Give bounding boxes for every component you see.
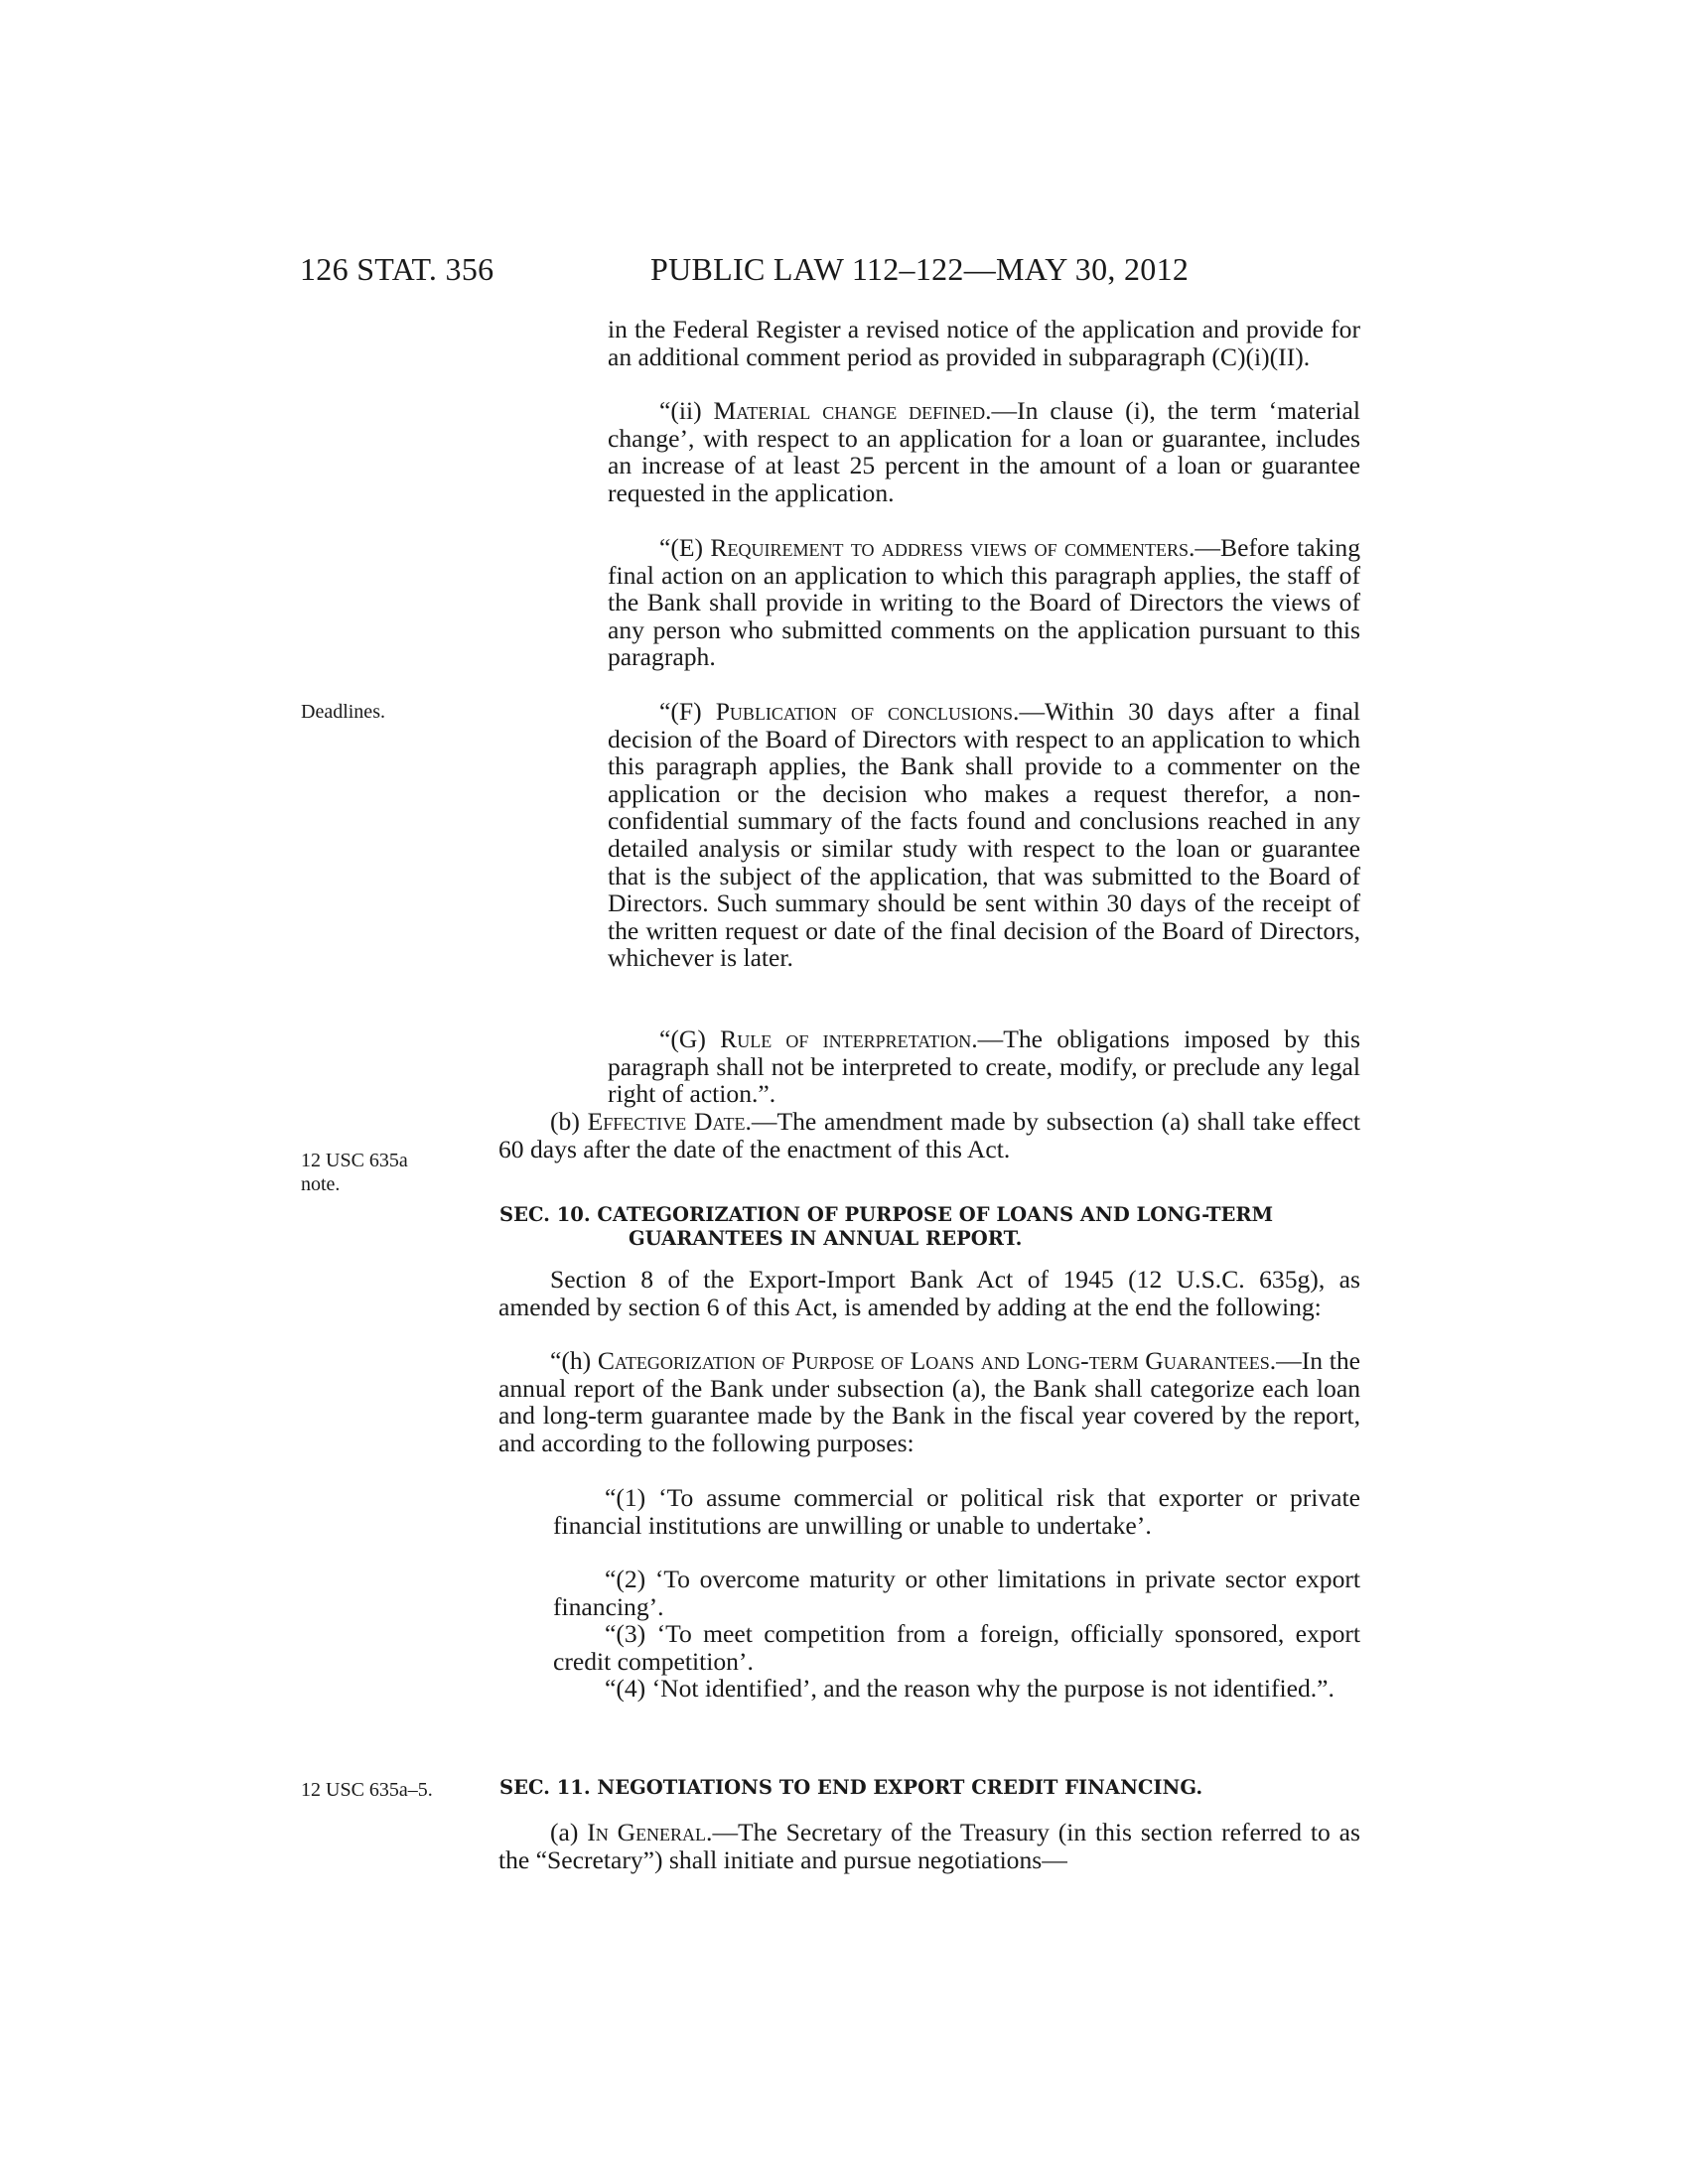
margin-note-line: note. <box>301 1173 341 1195</box>
paragraph-subsection-h: “(h) Categorization of Purpose of Loans and Long-term Guarantees.—In the annual report of the Bank under subsection (a), the Bank shall categorize each loan and long-term guarantee made by the Bank in the fiscal year covered by the report, and according to the following purposes: <box>498 1346 1360 1457</box>
heading-material-change: Material change defined. <box>713 396 992 425</box>
list-item-purpose-1: “(1) ‘To assume commercial or political risk that exporter or private financial institutions are unwilling or unable to undertake’. <box>553 1483 1360 1540</box>
heading-rule: Rule of interpretation. <box>720 1024 978 1053</box>
heading-requirement: Requirement to address views of commenters. <box>710 533 1196 562</box>
paragraph-clause-ii: “(ii) Material change defined.—In clause (i), the term ‘material change’, with respect to an application for a loan or guarantee, includes an increase of at least 25 percent in the amount of a loan or guarantee requested in the application. <box>608 396 1360 507</box>
paragraph-in-general: (a) In General.—The Secretary of the Treasury (in this section referred to as the “Secretary”) shall initiate and pursue negotiations— <box>498 1818 1360 1874</box>
margin-note-usc-635a <box>301 1149 408 1196</box>
margin-note-usc-635a-5: 12 USC 635a–5. <box>301 1779 433 1801</box>
margin-note-deadlines: Deadlines. <box>301 701 385 723</box>
heading-effective-date: Effective Date. <box>587 1107 752 1136</box>
paragraph-section-8-amendment: Section 8 of the Export-Import Bank Act of 1945 (12 U.S.C. 635g), as amended by section 6 of this Act, is amended by adding at the end the following: <box>498 1265 1360 1321</box>
paragraph-effective-date: (b) Effective Date.—The amendment made by subsection (a) shall take effect 60 days after the date of the enactment of this Act. <box>498 1107 1360 1163</box>
page-reference: 126 STAT. 356 <box>300 251 494 287</box>
margin-note-line: 12 USC 635a <box>301 1150 408 1171</box>
list-item-purpose-3: “(3) ‘To meet competition from a foreign, officially sponsored, export credit competition’. <box>553 1619 1360 1676</box>
heading-publication: Publication of conclusions. <box>715 697 1020 726</box>
heading-categorization: Categorization of Purpose of Loans and Long-term Guarantees. <box>597 1346 1277 1375</box>
paragraph-subparagraph-g: “(G) Rule of interpretation.—The obligations imposed by this paragraph shall not be interpreted to create, modify, or preclude any legal right of action.”. <box>608 1024 1360 1109</box>
heading-in-general: In General. <box>587 1818 713 1846</box>
paragraph-continuation: in the Federal Register a revised notice of the application and provide for an additional comment period as provided in subparagraph (C)(i)(II). <box>608 315 1360 371</box>
paragraph-subparagraph-e: “(E) Requirement to address views of commenters.—Before taking final action on an application to which this paragraph applies, the staff of the Bank shall provide in writing to the Board of Directors the views of any person who submitted comments on the application pursuant to this paragraph. <box>608 533 1360 672</box>
list-item-purpose-4: “(4) ‘Not identified’, and the reason why the purpose is not identified.”. <box>605 1674 1335 1703</box>
section-10-heading: SEC. 10. CATEGORIZATION OF PURPOSE OF LOANS AND LONG-TERM GUARANTEES IN ANNUAL REPORT. <box>499 1203 1274 1250</box>
list-item-purpose-2: “(2) ‘To overcome maturity or other limitations in private sector export financing’. <box>553 1565 1360 1621</box>
section-11-heading: SEC. 11. NEGOTIATIONS TO END EXPORT CREDIT FINANCING. <box>499 1776 1203 1799</box>
law-title: PUBLIC LAW 112–122—MAY 30, 2012 <box>650 251 1190 287</box>
paragraph-subparagraph-f: “(F) Publication of conclusions.—Within 30 days after a final decision of the Board of Directors with respect to an application to which this paragraph applies, the Bank shall provide to a commenter on the application or the decision who makes a request therefor, a non-confidential summary of the facts found and conclusions reached in any detailed analysis or similar study with respect to the loan or guarantee that is the subject of the application, that was submitted to the Board of Directors. Such summary should be sent within 30 days of the receipt of the written request or date of the final decision of the Board of Directors, whichever is later. <box>608 697 1360 973</box>
